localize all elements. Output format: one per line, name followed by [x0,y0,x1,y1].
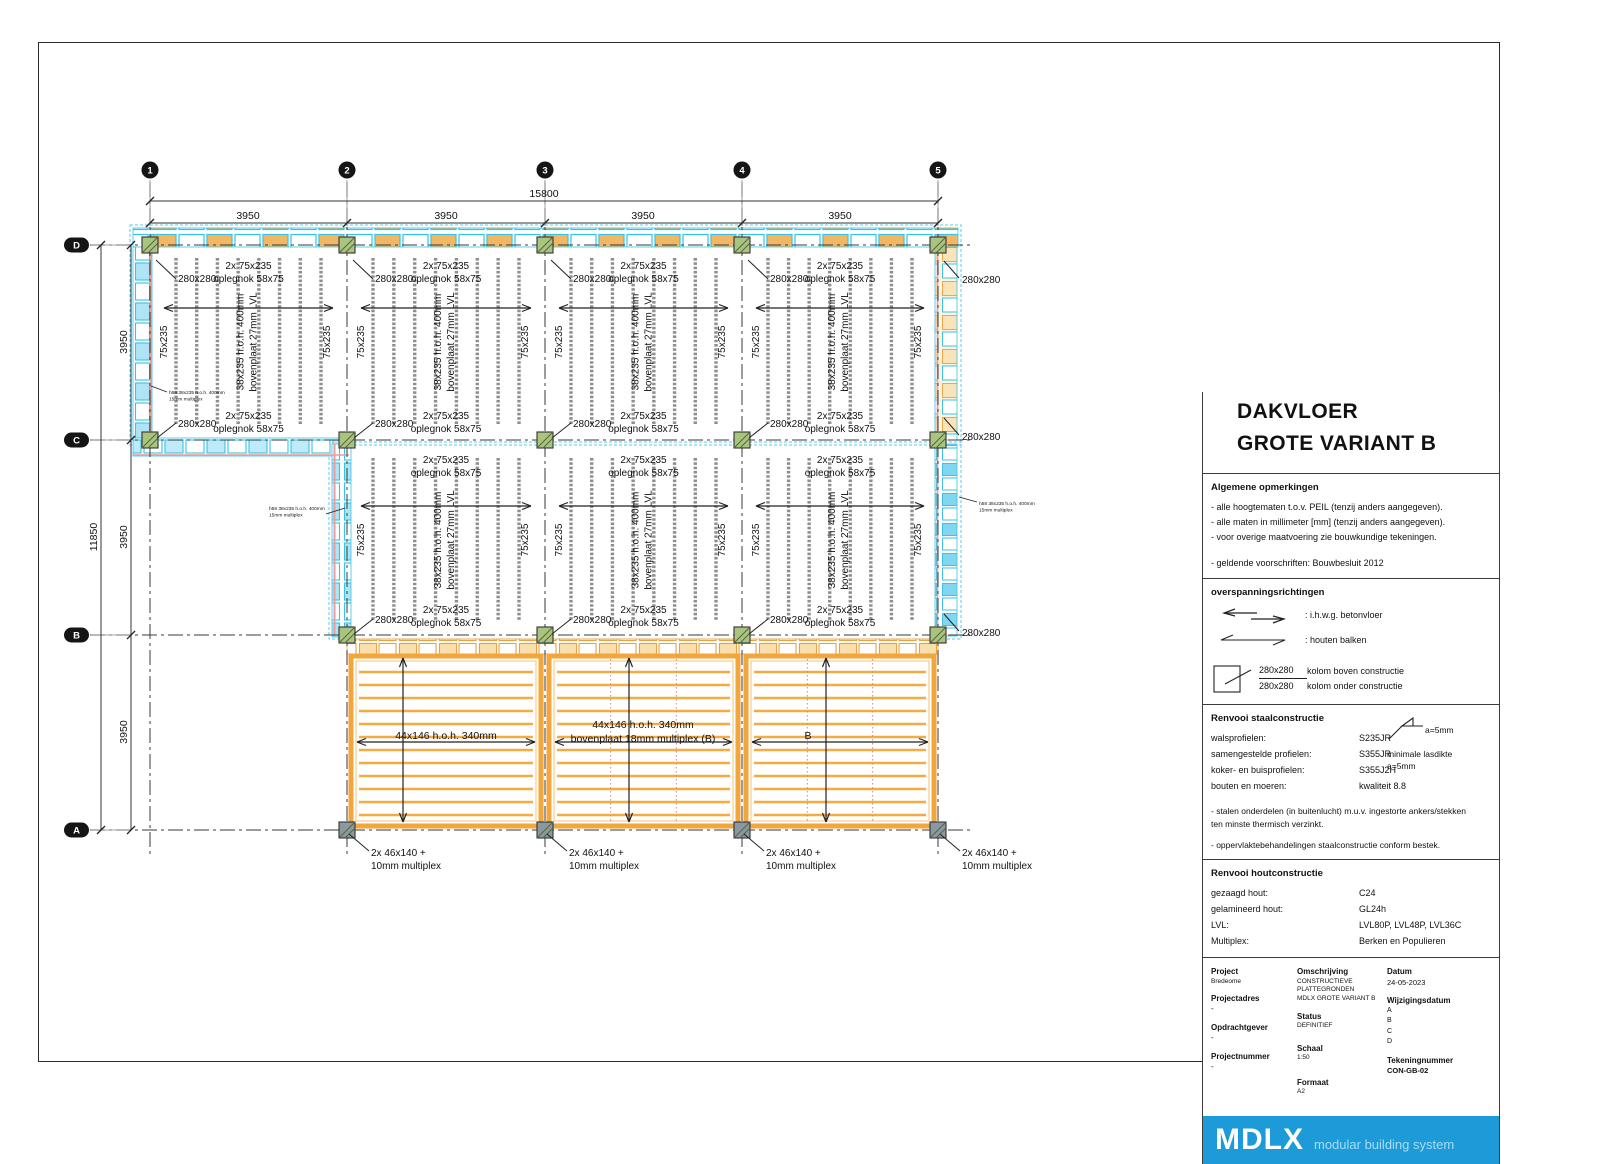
annotation-text: 2x 75x235 [816,455,864,466]
edge-beam-label: 2x 46x140 + [371,848,426,859]
grid-bubble-label: D [73,240,80,252]
steel-row-value: S355J2H [1359,764,1397,775]
annotation-text: 38x235 h.o.h. 400mm [630,293,642,391]
mdlx-logo-text: MDLX [1215,1122,1304,1156]
wood-row-value: GL24h [1359,904,1387,915]
annotation-text: 2x 75x235 [422,605,470,616]
annotation-text: 75x235 [554,523,565,557]
annotation-text: oplegnok 58x75 [804,274,876,285]
annotation-text: oplegnok 58x75 [608,274,679,285]
project-column-1 [1211,966,1297,1103]
legend-wood-label: : houten balken [1305,635,1367,646]
grid-bubble-label: 3 [542,165,548,177]
dim-bay-width: 3950 [434,210,458,222]
column-size-label: 280x280 [962,432,1001,443]
dim-total-height: 11850 [88,522,100,552]
dim-bay-width: 3950 [236,210,260,222]
column-symbol-icon [1211,660,1253,696]
wood-bay-label: B [804,730,812,742]
grid-bubble-label: 4 [739,165,745,177]
wood-bay-label: 44x146 h.o.h. 340mm [395,730,497,742]
steel-row-label: bouten en moeren: [1211,780,1287,791]
annotation-text: oplegnok 58x75 [410,618,482,629]
wood-row-label: gelamineerd hout: [1211,904,1284,915]
annotation-text: oplegnok 58x75 [213,424,284,435]
wood-row-value: Berken en Populieren [1359,935,1446,946]
wood-legend-section [1203,859,1499,957]
annotation-text: 75x235 [356,325,367,359]
column-below-label: kolom onder constructie [1307,680,1403,691]
column-below-size: 280x280 [1259,680,1294,691]
annotation-text: 75x235 [751,325,762,359]
omschrijving-value-line2: MDLX GROTE VARIANT B [1297,995,1376,1003]
weld-symbol-block [1387,717,1491,772]
grid-bubble-label: A [73,825,80,837]
annotation-text: 2x 75x235 [816,411,864,422]
steel-note: - oppervlaktebehandelingen staalconstructie conform bestek. [1211,840,1441,850]
annotation-text: 2x 75x235 [225,411,272,422]
annotation-text: oplegnok 58x75 [410,424,482,435]
mdlx-logo [1203,1116,1499,1164]
projectadres-label: Projectadres [1211,994,1260,1004]
column-size-label: 280x280 [178,274,217,285]
steel-row-label: walsprofielen: [1211,733,1267,744]
general-notes-section [1203,473,1499,578]
omschrijving-label: Omschrijving [1297,967,1349,977]
concrete-span-icon [1211,605,1297,625]
note-item: - voor overige maatvoering zie bouwkundige tekeningen. [1211,531,1437,542]
project-column-3 [1387,966,1493,1103]
steel-row-label: koker- en buisprofielen: [1211,764,1305,775]
annotation-text: 75x235 [751,523,762,557]
projectnummer-value: - [1211,1062,1214,1072]
weld-symbol-icon [1387,717,1425,743]
general-notes-heading: Algemene opmerkingen [1211,482,1319,493]
annotation-text: oplegnok 58x75 [608,618,679,629]
column-size-label: 280x280 [770,274,809,285]
dim-bay-height: 3950 [118,720,130,744]
wall-note: h58 38x235 h.o.h. 400mm [269,507,325,512]
annotation-text: 38x235 h.o.h. 400mm [630,491,642,589]
drawing-title [1203,392,1499,473]
column-above-size: 280x280 [1259,663,1307,679]
annotation-text: 75x235 [159,325,170,359]
column-size-label: 280x280 [375,419,414,430]
schaal-label: Schaal [1297,1043,1323,1053]
mdlx-logo-tagline: modular building system [1314,1137,1455,1153]
edge-beam-label: 2x 46x140 + [962,848,1017,859]
project-value: Bredeome [1211,977,1241,985]
datum-value: 24-05-2023 [1387,977,1426,987]
annotation-text: 38x235 h.o.h. 400mm [235,293,247,391]
column-size-label: 280x280 [770,615,809,626]
annotation-text: 38x235 h.o.h. 400mm [827,491,838,589]
wall-note: h58 38x235 h.o.h. 400mm [169,391,225,396]
annotation-text: oplegnok 58x75 [213,274,284,285]
annotation-text: oplegnok 58x75 [804,618,876,629]
steel-legend-section [1203,704,1499,859]
grid-bubble-label: B [73,630,80,642]
annotation-text: 2x 75x235 [620,455,667,466]
wijziging-a: A [1387,1006,1392,1014]
edge-beam-label: 10mm multiplex [569,861,640,872]
steel-note: ten minste thermisch verzinkt. [1211,818,1324,829]
wood-span-icon [1211,632,1297,648]
steel-heading: Renvooi staalconstructie [1211,713,1324,725]
wood-heading: Renvooi houtconstructie [1211,868,1323,880]
project-info-block [1203,957,1499,1113]
wood-row-label: gezaagd hout: [1211,888,1269,899]
annotation-text: 2x 75x235 [422,261,470,272]
projectnummer-label: Projectnummer [1211,1052,1270,1062]
column-size-label: 280x280 [375,615,414,626]
annotation-text: 2x 75x235 [225,261,272,272]
edge-beam-label: 10mm multiplex [371,861,442,872]
annotation-text: oplegnok 58x75 [804,424,876,435]
column-above-label: kolom boven constructie [1307,665,1405,676]
dim-bay-width: 3950 [828,210,852,222]
annotation-text: 38x235 h.o.h. 400mm [433,293,444,391]
annotation-text: bovenplaat 27mm LVL [643,292,655,392]
projectadres-value: - [1211,1004,1214,1014]
note-item: - alle hoogtematen t.o.v. PEIL (tenzij anders aangegeven). [1211,502,1443,512]
annotation-text: oplegnok 58x75 [608,424,679,435]
annotation-text: 2x 75x235 [620,411,667,422]
annotation-text: oplegnok 58x75 [608,468,679,479]
annotation-text: bovenplaat 27mm LVL [643,490,655,590]
steel-row-value: S355JR [1359,749,1392,760]
dim-bay-width: 3950 [631,210,655,222]
annotation-text: 2x 75x235 [620,605,667,616]
annotation-text: 2x 75x235 [422,411,470,422]
steel-row-value: S235JR [1359,733,1392,744]
schaal-value: 1:50 [1297,1053,1310,1061]
steel-row-label: samengestelde profielen: [1211,749,1312,760]
dim-bay-height: 3950 [118,330,130,354]
wijziging-b: B [1387,1017,1392,1025]
legend-concrete-label: : i.h.w.g. betonvloer [1305,610,1383,621]
wall-note: 15mm multiplex [169,397,203,403]
wall-note: 15mm multiplex [269,513,303,519]
column-size-label: 280x280 [962,275,1001,286]
grid-bubble-label: C [73,435,80,447]
wood-row-value: LVL80P, LVL48P, LVL36C [1359,919,1462,930]
wall-note: h58 38x235 h.o.h. 400mm [979,502,1035,507]
title-line2: GROTE VARIANT B [1237,431,1437,455]
title-block [1202,392,1500,1164]
project-column-2 [1297,966,1387,1103]
column-size-label: 280x280 [573,419,612,430]
annotation-text: oplegnok 58x75 [410,468,482,479]
title-line1: DAKVLOER [1237,400,1359,423]
weld-note-line2: a=5mm [1387,760,1416,771]
wood-row-label: LVL: [1211,919,1229,930]
opdrachtgever-value: - [1211,1033,1214,1043]
formaat-label: Formaat [1297,1077,1329,1087]
wood-bay-label: bovenplaat 18mm multiplex (B) [570,733,716,745]
wood-row-value: C24 [1359,888,1376,899]
annotation-text: 75x235 [520,523,531,557]
annotation-text: 75x235 [913,325,924,359]
wijziging-c: C [1387,1027,1393,1035]
annotation-text: 75x235 [520,325,531,359]
tekeningnummer-label: Tekeningnummer [1387,1055,1454,1065]
tekeningnummer-value: CON-GB-02 [1387,1066,1429,1075]
wood-bay-label: 44x146 h.o.h. 340mm [592,719,694,731]
dim-total-width: 15800 [529,188,559,200]
weld-note-line1: minimale lasdikte [1387,749,1453,760]
annotation-text: bovenplaat 27mm LVL [446,292,457,392]
edge-beam-label: 2x 46x140 + [766,848,821,859]
annotation-text: 75x235 [717,325,728,359]
annotation-text: bovenplaat 27mm LVL [840,490,851,590]
opdrachtgever-label: Opdrachtgever [1211,1023,1268,1033]
annotation-text: 38x235 h.o.h. 400mm [433,491,444,589]
weld-flag-label: a=5mm [1425,725,1454,736]
status-label: Status [1297,1011,1322,1021]
note-item: - alle maten in millimeter [mm] (tenzij anders aangegeven). [1211,516,1446,527]
span-direction-legend [1203,578,1499,704]
column-size-label: 280x280 [770,419,809,430]
annotation-text: 2x 75x235 [816,605,864,616]
datum-label: Datum [1387,967,1412,977]
formaat-value: A2 [1297,1087,1305,1095]
column-size-label: 280x280 [178,419,217,430]
wijziging-d: D [1387,1038,1393,1046]
grid-bubble-label: 1 [147,165,153,177]
edge-beam-label: 2x 46x140 + [569,848,624,859]
annotation-text: 75x235 [717,523,728,557]
column-size-label: 280x280 [375,274,414,285]
column-size-label: 280x280 [962,628,1001,639]
steel-row-value: kwaliteit 8.8 [1359,780,1407,791]
annotation-text: 2x 75x235 [620,261,667,272]
annotation-text: oplegnok 58x75 [410,274,482,285]
legend-heading: overspanningsrichtingen [1211,587,1325,599]
annotation-text: 2x 75x235 [816,261,864,272]
wijzigingsdatum-label: Wijzigingsdatum [1387,995,1451,1005]
annotation-text: bovenplaat 27mm LVL [840,292,851,392]
column-size-label: 280x280 [573,615,612,626]
note-item: - geldende voorschriften: Bouwbesluit 2012 [1211,557,1384,568]
annotation-text: oplegnok 58x75 [804,468,876,479]
omschrijving-value-line1: CONSTRUCTIEVE PLATTEGRONDEN [1297,977,1355,994]
annotation-text: bovenplaat 27mm LVL [446,490,457,590]
edge-beam-label: 10mm multiplex [962,861,1033,872]
grid-bubble-label: 2 [344,165,350,177]
grid-bubble-label: 5 [935,165,941,177]
wall-note: 15mm multiplex [979,508,1013,514]
annotation-text: 75x235 [913,523,924,557]
annotation-text: 38x235 h.o.h. 400mm [827,293,838,391]
floor-plan-drawing [38,42,1198,1062]
annotation-text: 75x235 [554,325,565,359]
column-size-label: 280x280 [573,274,612,285]
steel-note: - stalen onderdelen (in buitenlucht) m.u.v. ingestorte ankers/stekken [1211,806,1466,817]
annotation-text: bovenplaat 27mm LVL [248,292,260,392]
project-label: Project [1211,967,1239,977]
edge-beam-label: 10mm multiplex [766,861,837,872]
annotation-text: 2x 75x235 [422,455,470,466]
wood-row-label: Multiplex: [1211,935,1250,946]
status-value: DEFINITIEF [1297,1021,1333,1029]
dim-bay-height: 3950 [118,525,130,549]
annotation-text: 75x235 [356,523,367,557]
annotation-text: 75x235 [322,325,333,359]
